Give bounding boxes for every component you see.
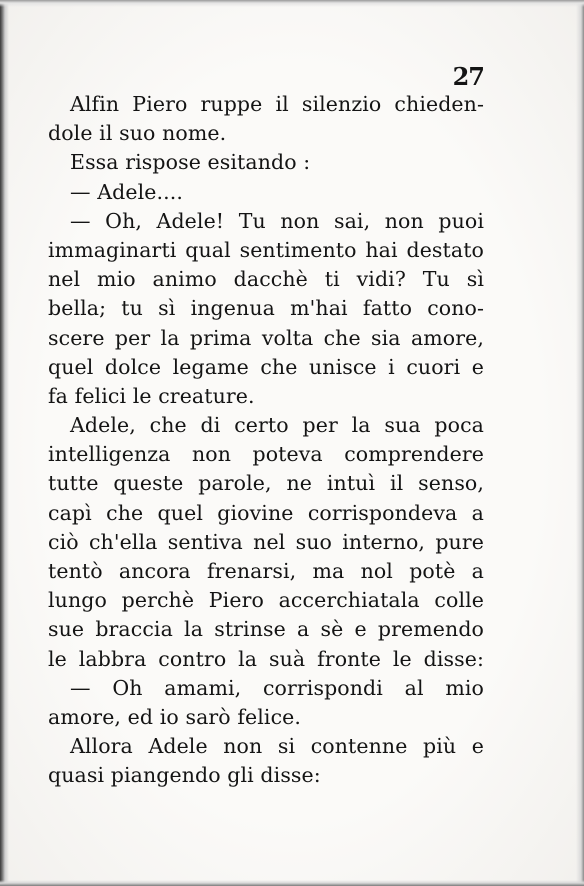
text-line: — Oh, Adele! Tu non sai, non puoi xyxy=(70,208,484,233)
text-line: scere per la prima volta che sia amore, xyxy=(48,325,484,350)
text-line: tentò ancora frenarsi, ma nol potè a xyxy=(48,559,484,583)
text-line: ciò ch'ella sentiva nel suo interno, pure xyxy=(48,529,484,554)
text-line: amore, ed io sarò felice. xyxy=(48,704,302,729)
page-left-edge xyxy=(0,0,9,886)
page-top-edge xyxy=(0,0,584,7)
page-number: 27 xyxy=(452,62,484,91)
text-line: le labbra contro la suà fronte le disse: xyxy=(48,646,484,671)
text-line: quasi piangendo gli disse: xyxy=(48,763,321,788)
text-line: Alfin Piero ruppe il silenzio chieden- xyxy=(70,92,484,116)
text-line: intelligenza non poteva comprendere xyxy=(48,442,484,467)
text-line: quel dolce legame che unisce i cuori e xyxy=(48,354,484,379)
text-line: — Oh amami, corrispondi al mio xyxy=(70,675,484,700)
text-line: Essa rispose esitando : xyxy=(70,150,311,175)
text-line: bella; tu sì ingenua m'hai fatto cono- xyxy=(48,296,484,321)
body-text xyxy=(48,90,484,791)
text-line: — Adele.... xyxy=(70,179,183,204)
text-line: immaginarti qual sentimento hai destato xyxy=(48,237,484,262)
page-right-edge xyxy=(576,0,584,886)
text-line: Allora Adele non si contenne più e xyxy=(70,734,484,759)
page-bottom-edge xyxy=(0,880,584,886)
text-line: sue braccia la strinse a sè e premendo xyxy=(48,617,484,642)
text-line: tutte queste parole, ne intuì il senso, xyxy=(48,471,484,496)
text-line: lungo perchè Piero accerchiatala colle xyxy=(48,588,484,613)
text-line: dole il suo nome. xyxy=(48,121,227,146)
text-line: Adele, che di certo per la sua poca xyxy=(70,413,484,438)
text-line: capì che quel giovine corrispondeva a xyxy=(48,500,484,525)
text-line: fa felici le creature. xyxy=(48,383,255,408)
text-line: nel mio animo dacchè ti vidi? Tu sì xyxy=(48,267,484,292)
